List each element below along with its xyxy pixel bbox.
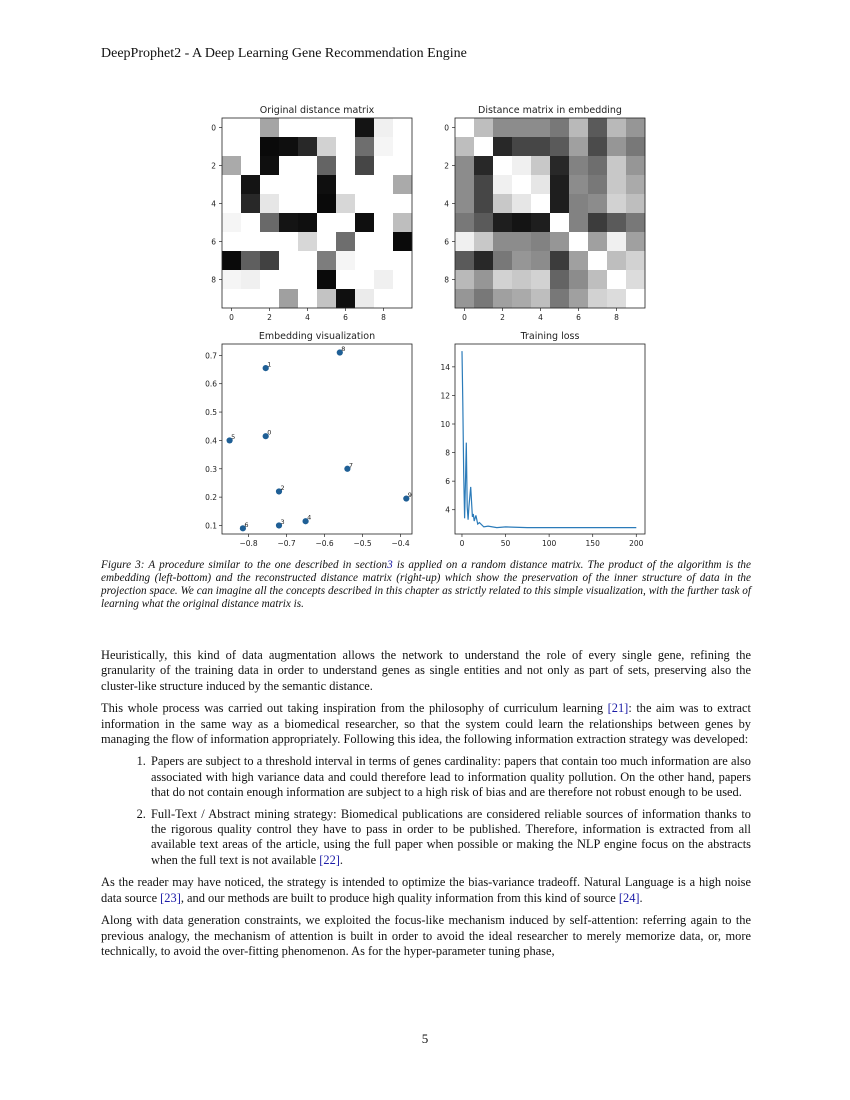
original-matrix-cell [260, 194, 279, 213]
embedding-matrix-cell [455, 213, 474, 232]
caption-text-end: is applied on a random distance matrix. The product of the algorithm is the embedding (left-bottom) and the reconstructed distance matrix (right-up) which show the preservation of the inner structure of data in the projection space. We can imagine all the concepts described in this chapter as strictly related to this simple visualization, with the further task of learning what the original distance matrix is. [101, 559, 751, 610]
original-matrix-cell [374, 175, 393, 194]
original-matrix-cell [298, 175, 317, 194]
original-matrix-cell [374, 118, 393, 137]
embedding-matrix-cell [607, 251, 626, 270]
embedding-scatter-point-label: 8 [341, 345, 346, 354]
original-matrix-y-tick-label: 2 [211, 161, 216, 171]
original-matrix-x-tick-label: 2 [267, 313, 272, 322]
original-matrix-cell [374, 156, 393, 175]
embedding-matrix-cell [626, 156, 645, 175]
embedding-matrix-cell [474, 156, 493, 175]
embedding-matrix-x-tick-label: 0 [462, 313, 467, 322]
list-item: 1. Papers are subject to a threshold interval in terms of genes cardinality: papers that contain too much information are also associated with high variance data and could therefore lead to information quality pollution. On the other hand, papers that do not contain enough information are subject to a high risk of bias and are therefore not robust enough to be used. [149, 754, 751, 800]
embedding-matrix-cell [569, 232, 588, 251]
original-matrix-cell [393, 213, 412, 232]
embedding-matrix-cell [569, 137, 588, 156]
original-matrix-cell [336, 213, 355, 232]
original-matrix-cell [355, 251, 374, 270]
embedding-matrix-cell [512, 251, 531, 270]
embedding-matrix-cell [588, 232, 607, 251]
original-matrix-cell [222, 156, 241, 175]
original-matrix-cell [298, 251, 317, 270]
embedding-matrix-cell [493, 289, 512, 308]
original-matrix-cell [393, 137, 412, 156]
embedding-scatter-y-tick-label: 0.1 [205, 521, 217, 531]
original-matrix-cell [317, 251, 336, 270]
embedding-matrix-cell [455, 289, 474, 308]
embedding-scatter-y-tick-label: 0.6 [205, 379, 217, 389]
original-matrix-cell [317, 175, 336, 194]
training-loss-x-tick-label: 0 [459, 539, 465, 548]
embedding-matrix-y-tick-label: 0 [444, 123, 449, 133]
embedding-matrix-cell [474, 213, 493, 232]
embedding-matrix-cell [455, 251, 474, 270]
embedding-matrix-cell [588, 251, 607, 270]
original-matrix-cell [260, 156, 279, 175]
embedding-matrix-cell [493, 270, 512, 289]
training-loss-title: Training loss [520, 331, 580, 342]
original-matrix-y-tick-label: 6 [211, 237, 216, 247]
embedding-matrix-cell [550, 118, 569, 137]
original-matrix-cell [336, 156, 355, 175]
original-matrix-cell [298, 289, 317, 308]
embedding-matrix-cell [550, 289, 569, 308]
training-loss-x-tick-label: 200 [629, 539, 644, 548]
original-matrix-cell [222, 251, 241, 270]
embedding-matrix-title: Distance matrix in embedding [478, 105, 622, 116]
embedding-matrix-cell [588, 156, 607, 175]
embedding-matrix-cell [531, 251, 550, 270]
original-matrix-cell [355, 175, 374, 194]
embedding-matrix-cell [531, 270, 550, 289]
embedding-matrix-cell [607, 137, 626, 156]
original-matrix-title: Original distance matrix [259, 105, 375, 116]
embedding-matrix-cell [474, 175, 493, 194]
embedding-scatter-x-tick-label: −0.8 [239, 539, 258, 548]
caption-label: Figure 3: [101, 559, 145, 571]
embedding-matrix-cell [474, 251, 493, 270]
original-matrix-cell [222, 232, 241, 251]
embedding-scatter-x-tick-label: −0.6 [315, 539, 334, 548]
original-matrix-y-tick-label: 8 [211, 275, 216, 285]
original-matrix-cell [260, 175, 279, 194]
original-matrix-cell [355, 289, 374, 308]
embedding-matrix-cell [474, 137, 493, 156]
paragraph-2-text: This whole process was carried out taking inspiration from the philosophy of curriculum learning [101, 701, 608, 716]
embedding-scatter-point-label: 3 [280, 517, 285, 526]
original-matrix-cell [241, 213, 260, 232]
embedding-matrix-cell [607, 289, 626, 308]
original-matrix-cell [260, 118, 279, 137]
embedding-matrix-cell [531, 118, 550, 137]
embedding-matrix-cell [569, 194, 588, 213]
embedding-matrix-cell [455, 118, 474, 137]
original-matrix-cell [393, 289, 412, 308]
original-matrix-cell [374, 270, 393, 289]
original-matrix-cell [241, 156, 260, 175]
embedding-matrix-cell [626, 251, 645, 270]
embedding-matrix-cell [626, 270, 645, 289]
embedding-matrix-cell [588, 137, 607, 156]
original-matrix-cell [260, 270, 279, 289]
training-loss-x-tick-label: 50 [500, 539, 511, 548]
original-matrix-cell [336, 194, 355, 213]
embedding-matrix-cell [626, 194, 645, 213]
embedding-matrix-cell [626, 232, 645, 251]
embedding-matrix-cell [626, 213, 645, 232]
original-matrix-cell [241, 137, 260, 156]
embedding-matrix-cell [588, 289, 607, 308]
embedding-matrix-cell [607, 118, 626, 137]
embedding-scatter-point-label: 4 [307, 513, 312, 522]
strategy-list [101, 754, 751, 868]
original-matrix-cell [336, 270, 355, 289]
training-loss-x-tick-label: 150 [585, 539, 600, 548]
citation-22[interactable]: [22] [319, 852, 340, 867]
embedding-matrix-cell [569, 270, 588, 289]
original-matrix-cell [222, 194, 241, 213]
running-header: DeepProphet2 - A Deep Learning Gene Recommendation Engine [101, 46, 467, 61]
embedding-matrix-cell [512, 194, 531, 213]
embedding-matrix-cell [512, 175, 531, 194]
embedding-matrix-cell [626, 137, 645, 156]
embedding-matrix-cell [455, 270, 474, 289]
embedding-matrix-cell [626, 175, 645, 194]
embedding-matrix-cell [455, 232, 474, 251]
original-matrix-cell [279, 118, 298, 137]
training-loss-y-tick-label: 4 [445, 505, 450, 515]
original-matrix-cell [374, 232, 393, 251]
original-matrix-cell [241, 175, 260, 194]
original-matrix-cell [336, 137, 355, 156]
original-matrix-cell [317, 118, 336, 137]
embedding-scatter-point-label: 7 [348, 461, 354, 470]
embedding-matrix-cell [607, 270, 626, 289]
original-matrix-cell [298, 118, 317, 137]
embedding-matrix-cell [455, 137, 474, 156]
training-loss-x-tick-label: 100 [541, 539, 557, 548]
original-matrix-cell [222, 289, 241, 308]
embedding-scatter-y-tick-label: 0.7 [205, 351, 217, 361]
embedding-matrix-cell [474, 194, 493, 213]
original-matrix-cell [298, 156, 317, 175]
original-matrix-cell [336, 175, 355, 194]
original-matrix-cell [279, 270, 298, 289]
original-matrix-x-tick-label: 4 [305, 313, 310, 322]
original-matrix-cell [222, 175, 241, 194]
original-matrix-cell [241, 194, 260, 213]
embedding-matrix-cell [474, 232, 493, 251]
embedding-matrix-x-tick-label: 8 [614, 313, 619, 322]
embedding-matrix-cell [493, 156, 512, 175]
embedding-matrix-cell [550, 175, 569, 194]
original-matrix-cell [260, 213, 279, 232]
paragraph-3-text-b: , and our methods are built to produce high quality information from this kind of source [180, 890, 619, 905]
embedding-matrix-x-tick-label: 2 [500, 313, 505, 322]
embedding-matrix-cell [626, 118, 645, 137]
embedding-matrix-cell [569, 251, 588, 270]
embedding-matrix-cell [512, 232, 531, 251]
original-matrix-cell [374, 137, 393, 156]
original-matrix-cell [393, 156, 412, 175]
original-matrix-cell [317, 270, 336, 289]
embedding-matrix-cell [607, 175, 626, 194]
original-matrix-cell [336, 118, 355, 137]
training-loss-y-tick-label: 14 [440, 362, 450, 372]
embedding-matrix-cell [512, 270, 531, 289]
original-matrix-cell [222, 137, 241, 156]
original-matrix-cell [393, 175, 412, 194]
original-matrix-cell [374, 289, 393, 308]
training-loss-y-tick-label: 8 [445, 448, 450, 458]
original-matrix-cell [241, 232, 260, 251]
original-matrix-cell [336, 232, 355, 251]
original-matrix-cell [393, 194, 412, 213]
embedding-scatter-x-tick-label: −0.4 [391, 539, 410, 548]
embedding-matrix-cell [588, 175, 607, 194]
embedding-matrix-cell [474, 118, 493, 137]
original-matrix-cell [374, 213, 393, 232]
paragraph-2 [101, 701, 751, 747]
original-matrix-cell [279, 213, 298, 232]
embedding-matrix-cell [550, 232, 569, 251]
embedding-matrix-cell [493, 232, 512, 251]
original-matrix-cell [279, 194, 298, 213]
embedding-matrix-cell [531, 232, 550, 251]
embedding-scatter-point-label: 0 [267, 428, 272, 437]
embedding-matrix-cell [550, 251, 569, 270]
page-number: 5 [421, 1031, 429, 1046]
embedding-matrix-cell [531, 213, 550, 232]
embedding-matrix-x-tick-label: 4 [538, 313, 543, 322]
embedding-matrix-cell [569, 118, 588, 137]
embedding-scatter-point-label: 2 [280, 483, 285, 492]
embedding-matrix-cell [588, 194, 607, 213]
embedding-matrix-cell [512, 137, 531, 156]
caption-text-start: A procedure similar to the one described in section [144, 559, 388, 571]
embedding-matrix-cell [569, 213, 588, 232]
original-matrix-cell [317, 213, 336, 232]
original-matrix-cell [279, 156, 298, 175]
original-matrix-cell [241, 118, 260, 137]
embedding-matrix-cell [607, 213, 626, 232]
embedding-scatter-x-tick-label: −0.5 [353, 539, 372, 548]
original-matrix-cell [298, 270, 317, 289]
original-matrix-cell [298, 194, 317, 213]
embedding-matrix-cell [493, 194, 512, 213]
caption-section-ref[interactable]: 3 [387, 559, 393, 571]
embedding-matrix-cell [607, 156, 626, 175]
embedding-matrix-cell [474, 270, 493, 289]
embedding-scatter-y-tick-label: 0.4 [205, 436, 217, 446]
original-matrix-cell [279, 137, 298, 156]
embedding-matrix-cell [531, 194, 550, 213]
training-loss-frame [455, 344, 645, 534]
embedding-matrix-cell [493, 118, 512, 137]
embedding-matrix-cell [607, 194, 626, 213]
list-item-text-end: . [339, 852, 344, 867]
original-matrix-cell [222, 118, 241, 137]
figure-3 [195, 98, 655, 550]
embedding-matrix-cell [569, 156, 588, 175]
embedding-matrix-x-tick-label: 6 [576, 313, 581, 322]
embedding-matrix-cell [607, 232, 626, 251]
paragraph-3 [101, 875, 751, 906]
embedding-matrix-cell [512, 213, 531, 232]
embedding-scatter-frame [222, 344, 412, 534]
original-matrix-cell [298, 137, 317, 156]
embedding-matrix-cell [531, 289, 550, 308]
embedding-matrix-y-tick-label: 8 [444, 275, 449, 285]
body-text [101, 648, 751, 966]
paragraph-3-text-c: . [639, 890, 643, 905]
original-matrix-cell [317, 289, 336, 308]
original-matrix-y-tick-label: 4 [211, 199, 216, 209]
embedding-matrix-cell [455, 175, 474, 194]
citation-21[interactable]: [21] [607, 701, 629, 716]
original-matrix-cell [260, 137, 279, 156]
original-matrix-cell [241, 251, 260, 270]
embedding-matrix-cell [626, 289, 645, 308]
original-matrix-cell [241, 289, 260, 308]
paragraph-2-text-end: : the aim was to extract information in the same way as a biomedical researcher, so that the system could learn the relationships between genes by managing the flow of information appropriately. Following this idea, the following information extraction strategy was developed: [101, 701, 751, 747]
embedding-scatter-y-tick-label: 0.5 [205, 408, 217, 418]
embedding-matrix-y-tick-label: 6 [444, 237, 449, 247]
original-matrix-cell [374, 194, 393, 213]
original-matrix-cell [279, 289, 298, 308]
original-matrix-cell [298, 232, 317, 251]
original-matrix-cell [260, 289, 279, 308]
embedding-scatter-point-label: 5 [231, 432, 236, 441]
original-matrix-cell [279, 232, 298, 251]
embedding-scatter-y-tick-label: 0.3 [205, 464, 217, 474]
citation-24[interactable]: [24] [618, 890, 640, 905]
embedding-matrix-cell [474, 289, 493, 308]
embedding-matrix-cell [569, 175, 588, 194]
original-matrix-cell [222, 213, 241, 232]
original-matrix-cell [317, 156, 336, 175]
embedding-matrix-cell [531, 137, 550, 156]
original-matrix-cell [355, 118, 374, 137]
embedding-matrix-cell [588, 270, 607, 289]
embedding-scatter-point-label: 9 [407, 491, 412, 500]
embedding-matrix-cell [493, 251, 512, 270]
embedding-matrix-cell [550, 213, 569, 232]
original-matrix-cell [336, 289, 355, 308]
embedding-matrix-cell [512, 118, 531, 137]
original-matrix-cell [222, 270, 241, 289]
embedding-matrix-y-tick-label: 4 [444, 199, 449, 209]
original-matrix-cell [317, 137, 336, 156]
original-matrix-x-tick-label: 6 [343, 313, 348, 322]
original-matrix-y-tick-label: 0 [211, 123, 216, 133]
embedding-matrix-cell [569, 289, 588, 308]
citation-23[interactable]: [23] [160, 890, 181, 905]
embedding-matrix-cell [455, 156, 474, 175]
embedding-matrix-cell [588, 213, 607, 232]
original-matrix-cell [355, 213, 374, 232]
original-matrix-cell [298, 213, 317, 232]
original-matrix-cell [393, 270, 412, 289]
embedding-scatter-y-tick-label: 0.2 [205, 493, 217, 503]
embedding-scatter-point-label: 1 [267, 360, 272, 369]
original-matrix-x-tick-label: 8 [381, 313, 386, 322]
figure-caption [101, 559, 751, 611]
list-item-text: Full-Text / Abstract mining strategy: Biomedical publications are considered reliable sources of information thanks to the rigorous quality control they have to pass in order to be published. Therefore, information is extracted from all available text areas of the article, using the full paper when possible or making the NLP engine focus on the abstracts when the full text is not available [151, 806, 751, 867]
training-loss-y-tick-label: 6 [445, 477, 450, 487]
original-matrix-cell [374, 251, 393, 270]
original-matrix-cell [393, 118, 412, 137]
embedding-scatter-title: Embedding visualization [258, 331, 376, 342]
original-matrix-cell [260, 251, 279, 270]
embedding-scatter-point-label: 6 [244, 520, 249, 529]
original-matrix-cell [355, 156, 374, 175]
embedding-matrix-cell [531, 175, 550, 194]
original-matrix-cell [393, 232, 412, 251]
paragraph-3-text-a: As the reader may have noticed, the strategy is intended to optimize the bias-variance tradeoff. Natural Language is a high noise data source [101, 875, 751, 905]
original-matrix-cell [279, 251, 298, 270]
original-matrix-cell [317, 194, 336, 213]
original-matrix-cell [355, 232, 374, 251]
embedding-matrix-cell [588, 118, 607, 137]
embedding-scatter-x-tick-label: −0.7 [277, 539, 296, 548]
embedding-matrix-cell [512, 289, 531, 308]
original-matrix-cell [241, 270, 260, 289]
original-matrix-cell [260, 232, 279, 251]
embedding-matrix-cell [493, 213, 512, 232]
embedding-matrix-cell [455, 194, 474, 213]
training-loss-y-tick-label: 10 [440, 420, 450, 429]
paragraph-4: Along with data generation constraints, we exploited the focus-like mechanism induced by self-attention: referring again to the previous analogy, the mechanism of attention is built in order to avoid the ideal researcher to merely memorize data, or, more technically, to avoid the over-fitting phenomenon. As for the hyper-parameter tuning phase, [101, 913, 751, 958]
original-matrix-cell [279, 175, 298, 194]
figure-3-panels [195, 98, 655, 550]
list-item [149, 807, 751, 869]
paragraph-1: Heuristically, this kind of data augmentation allows the network to understand the role of every single gene, refining the granularity of the training data in order to understand genes as single entities and not only as part of sets, preserving also the cluster-like structure induced by the semantic distance. [101, 648, 751, 693]
original-matrix-cell [317, 232, 336, 251]
embedding-matrix-cell [550, 194, 569, 213]
original-matrix-cell [393, 251, 412, 270]
embedding-matrix-cell [493, 175, 512, 194]
embedding-matrix-cell [531, 156, 550, 175]
embedding-matrix-cell [493, 137, 512, 156]
original-matrix-x-tick-label: 0 [229, 313, 234, 322]
embedding-matrix-cell [550, 270, 569, 289]
training-loss-y-tick-label: 12 [440, 391, 450, 401]
original-matrix-cell [336, 251, 355, 270]
embedding-matrix-cell [512, 156, 531, 175]
original-matrix-cell [355, 137, 374, 156]
embedding-matrix-cell [550, 137, 569, 156]
original-matrix-cell [355, 270, 374, 289]
embedding-matrix-y-tick-label: 2 [444, 161, 449, 171]
original-matrix-cell [355, 194, 374, 213]
embedding-matrix-cell [550, 156, 569, 175]
